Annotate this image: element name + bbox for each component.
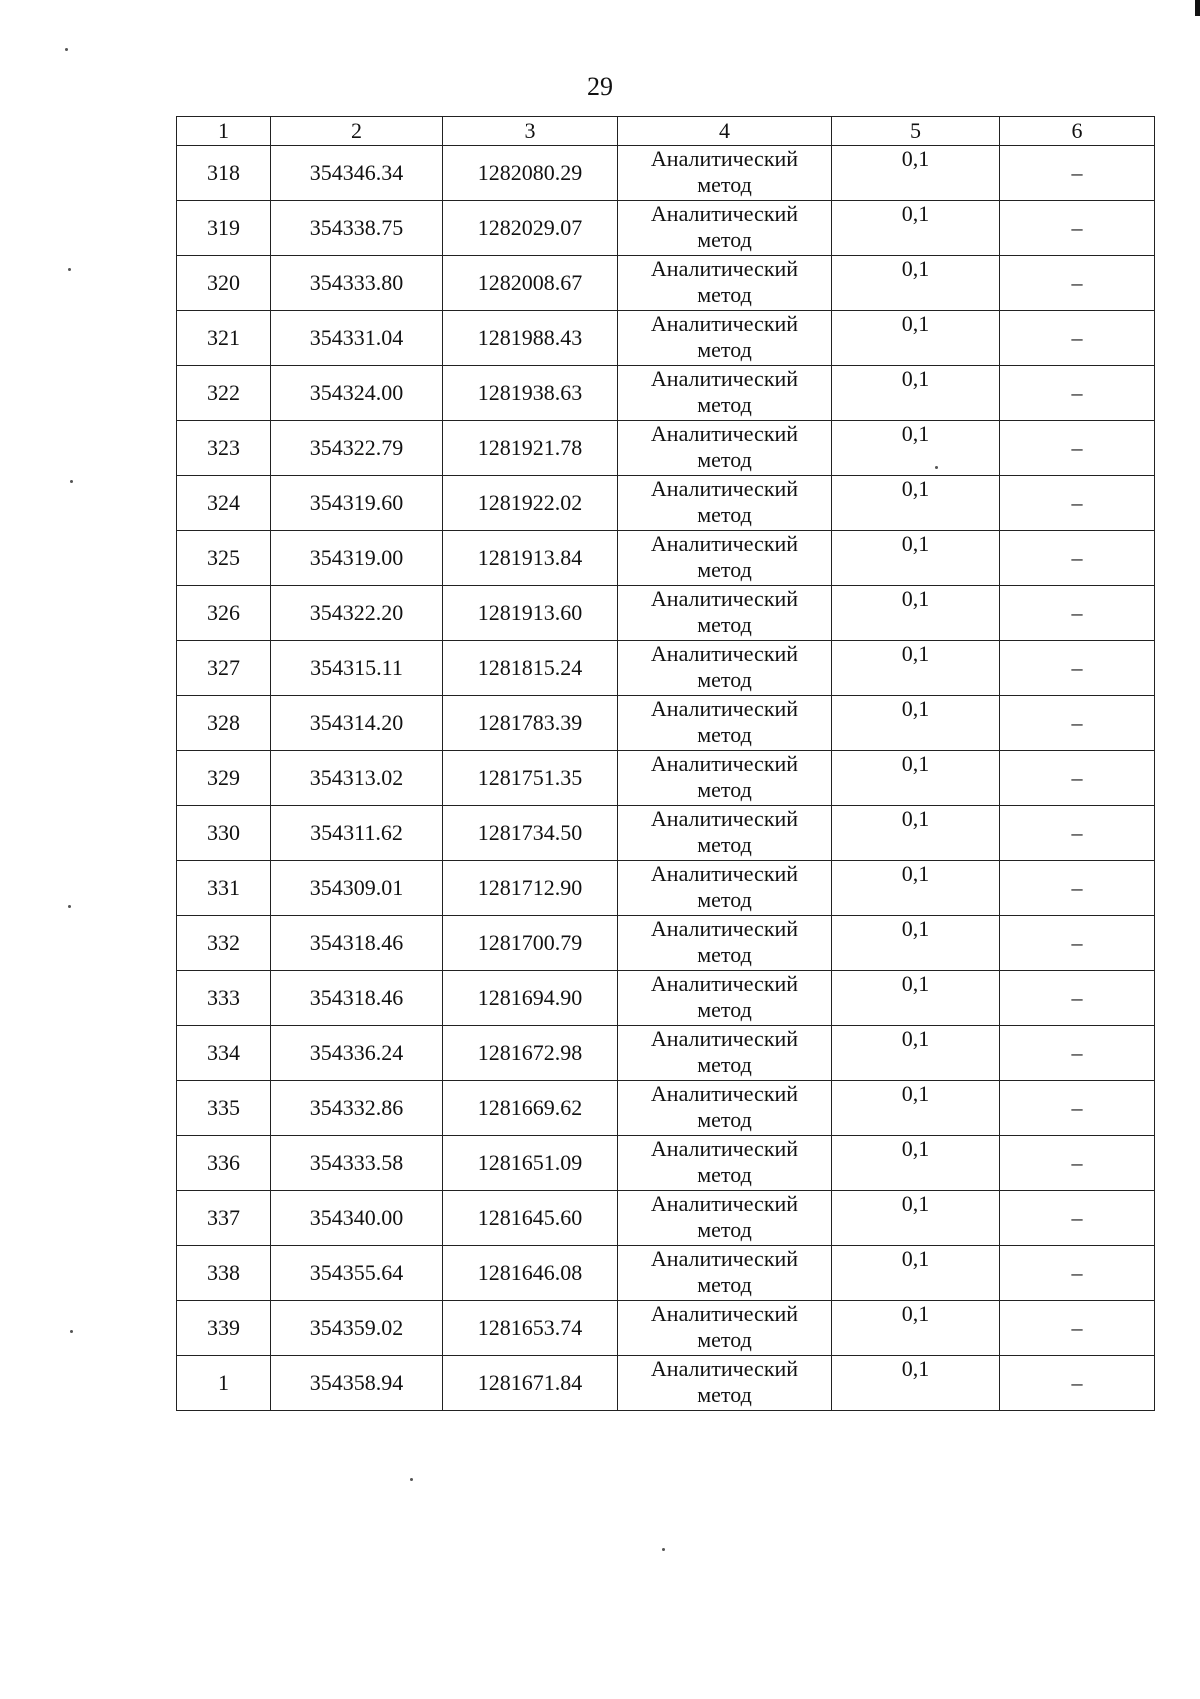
method-line-2: метод <box>697 1382 752 1407</box>
table-header <box>177 117 1155 146</box>
note-cell: – <box>1000 476 1155 531</box>
note-cell: – <box>1000 916 1155 971</box>
x-coordinate-cell: 354318.46 <box>271 916 443 971</box>
x-coordinate-cell: 354355.64 <box>271 1246 443 1301</box>
method-cell <box>618 1301 832 1356</box>
method-line-2: метод <box>697 392 752 417</box>
method-cell <box>618 201 832 256</box>
method-line-1: Аналитический <box>650 1246 799 1271</box>
method-line-1: Аналитический <box>650 861 799 886</box>
accuracy-cell: 0,1 <box>832 1356 1000 1411</box>
page-number: 29 <box>587 72 613 101</box>
note-cell: – <box>1000 1246 1155 1301</box>
y-coordinate-cell: 1281783.39 <box>443 696 618 751</box>
note-cell: – <box>1000 696 1155 751</box>
table-row <box>177 1136 1155 1191</box>
table-row <box>177 1246 1155 1301</box>
point-number-cell: 321 <box>177 311 271 366</box>
y-coordinate-cell: 1281653.74 <box>443 1301 618 1356</box>
y-coordinate-cell: 1281922.02 <box>443 476 618 531</box>
column-header-1: 1 <box>177 117 271 146</box>
method-line-1: Аналитический <box>650 641 799 666</box>
x-coordinate-cell: 354332.86 <box>271 1081 443 1136</box>
point-number-cell: 1 <box>177 1356 271 1411</box>
method-line-2: метод <box>697 227 752 252</box>
method-cell <box>618 971 832 1026</box>
method-line-1: Аналитический <box>650 311 799 336</box>
y-coordinate-cell: 1281700.79 <box>443 916 618 971</box>
table-row <box>177 366 1155 421</box>
note-cell: – <box>1000 641 1155 696</box>
x-coordinate-cell: 354331.04 <box>271 311 443 366</box>
table-row <box>177 531 1155 586</box>
x-coordinate-cell: 354322.20 <box>271 586 443 641</box>
table-row <box>177 421 1155 476</box>
column-header-2: 2 <box>271 117 443 146</box>
method-cell <box>618 751 832 806</box>
method-cell <box>618 1026 832 1081</box>
table-row <box>177 1191 1155 1246</box>
point-number-cell: 319 <box>177 201 271 256</box>
accuracy-cell: 0,1 <box>832 1191 1000 1246</box>
table-body <box>177 146 1155 1411</box>
method-line-2: метод <box>697 1162 752 1187</box>
x-coordinate-cell: 354358.94 <box>271 1356 443 1411</box>
note-cell: – <box>1000 256 1155 311</box>
table-row <box>177 476 1155 531</box>
table-row <box>177 861 1155 916</box>
point-number-cell: 325 <box>177 531 271 586</box>
table-row <box>177 971 1155 1026</box>
note-cell: – <box>1000 311 1155 366</box>
y-coordinate-cell: 1282008.67 <box>443 256 618 311</box>
table-row <box>177 916 1155 971</box>
method-line-2: метод <box>697 502 752 527</box>
point-number-cell: 334 <box>177 1026 271 1081</box>
y-coordinate-cell: 1281938.63 <box>443 366 618 421</box>
scan-speck <box>935 466 938 469</box>
point-number-cell: 335 <box>177 1081 271 1136</box>
point-number-cell: 330 <box>177 806 271 861</box>
x-coordinate-cell: 354340.00 <box>271 1191 443 1246</box>
y-coordinate-cell: 1281751.35 <box>443 751 618 806</box>
y-coordinate-cell: 1282080.29 <box>443 146 618 201</box>
y-coordinate-cell: 1281669.62 <box>443 1081 618 1136</box>
table-row <box>177 1301 1155 1356</box>
table-row <box>177 311 1155 366</box>
point-number-cell: 336 <box>177 1136 271 1191</box>
y-coordinate-cell: 1281734.50 <box>443 806 618 861</box>
point-number-cell: 318 <box>177 146 271 201</box>
accuracy-cell: 0,1 <box>832 421 1000 476</box>
x-coordinate-cell: 354338.75 <box>271 201 443 256</box>
method-line-1: Аналитический <box>650 751 799 776</box>
method-cell <box>618 641 832 696</box>
note-cell: – <box>1000 1301 1155 1356</box>
method-line-2: метод <box>697 1107 752 1132</box>
x-coordinate-cell: 354318.46 <box>271 971 443 1026</box>
point-number-cell: 338 <box>177 1246 271 1301</box>
method-line-2: метод <box>697 1217 752 1242</box>
accuracy-cell: 0,1 <box>832 531 1000 586</box>
point-number-cell: 326 <box>177 586 271 641</box>
accuracy-cell: 0,1 <box>832 1301 1000 1356</box>
method-cell <box>618 696 832 751</box>
method-line-1: Аналитический <box>650 1191 799 1216</box>
method-line-1: Аналитический <box>650 421 799 446</box>
note-cell: – <box>1000 806 1155 861</box>
point-number-cell: 332 <box>177 916 271 971</box>
method-line-2: метод <box>697 337 752 362</box>
point-number-cell: 328 <box>177 696 271 751</box>
method-line-1: Аналитический <box>650 1026 799 1051</box>
note-cell: – <box>1000 1356 1155 1411</box>
scan-speck <box>410 1478 413 1481</box>
y-coordinate-cell: 1281712.90 <box>443 861 618 916</box>
method-line-1: Аналитический <box>650 531 799 556</box>
accuracy-cell: 0,1 <box>832 971 1000 1026</box>
method-line-1: Аналитический <box>650 201 799 226</box>
x-coordinate-cell: 354313.02 <box>271 751 443 806</box>
y-coordinate-cell: 1281672.98 <box>443 1026 618 1081</box>
accuracy-cell: 0,1 <box>832 806 1000 861</box>
method-line-2: метод <box>697 612 752 637</box>
note-cell: – <box>1000 421 1155 476</box>
method-cell <box>618 421 832 476</box>
x-coordinate-cell: 354346.34 <box>271 146 443 201</box>
method-cell <box>618 1356 832 1411</box>
y-coordinate-cell: 1282029.07 <box>443 201 618 256</box>
note-cell: – <box>1000 586 1155 641</box>
table-row <box>177 696 1155 751</box>
x-coordinate-cell: 354336.24 <box>271 1026 443 1081</box>
point-number-cell: 333 <box>177 971 271 1026</box>
y-coordinate-cell: 1281815.24 <box>443 641 618 696</box>
scan-speck <box>65 48 68 51</box>
table-row <box>177 1081 1155 1136</box>
note-cell: – <box>1000 1136 1155 1191</box>
header-row <box>177 117 1155 146</box>
accuracy-cell: 0,1 <box>832 201 1000 256</box>
x-coordinate-cell: 354319.00 <box>271 531 443 586</box>
note-cell: – <box>1000 201 1155 256</box>
method-line-2: метод <box>697 1327 752 1352</box>
point-number-cell: 339 <box>177 1301 271 1356</box>
method-line-2: метод <box>697 777 752 802</box>
table-row <box>177 1026 1155 1081</box>
x-coordinate-cell: 354309.01 <box>271 861 443 916</box>
method-cell <box>618 806 832 861</box>
method-line-2: метод <box>697 667 752 692</box>
y-coordinate-cell: 1281646.08 <box>443 1246 618 1301</box>
x-coordinate-cell: 354322.79 <box>271 421 443 476</box>
scan-edge-mark <box>1195 0 1200 16</box>
note-cell: – <box>1000 366 1155 421</box>
accuracy-cell: 0,1 <box>832 1081 1000 1136</box>
accuracy-cell: 0,1 <box>832 696 1000 751</box>
method-line-2: метод <box>697 1272 752 1297</box>
accuracy-cell: 0,1 <box>832 1136 1000 1191</box>
scan-speck <box>70 480 73 483</box>
point-number-cell: 337 <box>177 1191 271 1246</box>
note-cell: – <box>1000 1191 1155 1246</box>
method-cell <box>618 531 832 586</box>
note-cell: – <box>1000 1026 1155 1081</box>
y-coordinate-cell: 1281913.60 <box>443 586 618 641</box>
point-number-cell: 324 <box>177 476 271 531</box>
x-coordinate-cell: 354314.20 <box>271 696 443 751</box>
accuracy-cell: 0,1 <box>832 1026 1000 1081</box>
method-cell <box>618 1136 832 1191</box>
method-line-1: Аналитический <box>650 476 799 501</box>
method-line-1: Аналитический <box>650 971 799 996</box>
column-header-4: 4 <box>618 117 832 146</box>
x-coordinate-cell: 354319.60 <box>271 476 443 531</box>
method-line-1: Аналитический <box>650 1136 799 1161</box>
point-number-cell: 323 <box>177 421 271 476</box>
note-cell: – <box>1000 1081 1155 1136</box>
method-line-2: метод <box>697 942 752 967</box>
point-number-cell: 320 <box>177 256 271 311</box>
scan-speck <box>70 1330 73 1333</box>
point-number-cell: 327 <box>177 641 271 696</box>
x-coordinate-cell: 354333.58 <box>271 1136 443 1191</box>
y-coordinate-cell: 1281921.78 <box>443 421 618 476</box>
x-coordinate-cell: 354311.62 <box>271 806 443 861</box>
method-line-1: Аналитический <box>650 366 799 391</box>
table-row <box>177 201 1155 256</box>
coordinates-table <box>176 116 1155 1411</box>
method-cell <box>618 1191 832 1246</box>
accuracy-cell: 0,1 <box>832 311 1000 366</box>
table-row <box>177 146 1155 201</box>
x-coordinate-cell: 354359.02 <box>271 1301 443 1356</box>
y-coordinate-cell: 1281988.43 <box>443 311 618 366</box>
accuracy-cell: 0,1 <box>832 366 1000 421</box>
method-line-2: метод <box>697 887 752 912</box>
x-coordinate-cell: 354324.00 <box>271 366 443 421</box>
method-line-2: метод <box>697 557 752 582</box>
method-line-2: метод <box>697 447 752 472</box>
method-cell <box>618 586 832 641</box>
accuracy-cell: 0,1 <box>832 1246 1000 1301</box>
y-coordinate-cell: 1281671.84 <box>443 1356 618 1411</box>
method-cell <box>618 916 832 971</box>
method-line-2: метод <box>697 282 752 307</box>
x-coordinate-cell: 354333.80 <box>271 256 443 311</box>
scan-speck <box>68 905 71 908</box>
method-cell <box>618 1081 832 1136</box>
method-line-1: Аналитический <box>650 696 799 721</box>
method-line-1: Аналитический <box>650 586 799 611</box>
method-line-1: Аналитический <box>650 916 799 941</box>
note-cell: – <box>1000 146 1155 201</box>
method-line-2: метод <box>697 722 752 747</box>
method-line-2: метод <box>697 1052 752 1077</box>
column-header-5: 5 <box>832 117 1000 146</box>
method-line-1: Аналитический <box>650 806 799 831</box>
accuracy-cell: 0,1 <box>832 751 1000 806</box>
column-header-3: 3 <box>443 117 618 146</box>
method-line-2: метод <box>697 832 752 857</box>
method-cell <box>618 366 832 421</box>
table-row <box>177 806 1155 861</box>
point-number-cell: 329 <box>177 751 271 806</box>
accuracy-cell: 0,1 <box>832 916 1000 971</box>
method-cell <box>618 311 832 366</box>
scan-speck <box>662 1548 665 1551</box>
method-line-2: метод <box>697 172 752 197</box>
table-row <box>177 1356 1155 1411</box>
method-line-1: Аналитический <box>650 146 799 171</box>
column-header-6: 6 <box>1000 117 1155 146</box>
method-line-1: Аналитический <box>650 256 799 281</box>
table-row <box>177 586 1155 641</box>
note-cell: – <box>1000 531 1155 586</box>
table-row <box>177 256 1155 311</box>
y-coordinate-cell: 1281651.09 <box>443 1136 618 1191</box>
point-number-cell: 331 <box>177 861 271 916</box>
y-coordinate-cell: 1281913.84 <box>443 531 618 586</box>
note-cell: – <box>1000 861 1155 916</box>
method-line-2: метод <box>697 997 752 1022</box>
y-coordinate-cell: 1281645.60 <box>443 1191 618 1246</box>
method-cell <box>618 256 832 311</box>
accuracy-cell: 0,1 <box>832 861 1000 916</box>
note-cell: – <box>1000 971 1155 1026</box>
accuracy-cell: 0,1 <box>832 586 1000 641</box>
accuracy-cell: 0,1 <box>832 641 1000 696</box>
x-coordinate-cell: 354315.11 <box>271 641 443 696</box>
accuracy-cell: 0,1 <box>832 146 1000 201</box>
method-cell <box>618 146 832 201</box>
method-line-1: Аналитический <box>650 1081 799 1106</box>
accuracy-cell: 0,1 <box>832 476 1000 531</box>
scan-speck <box>68 268 71 271</box>
method-cell <box>618 861 832 916</box>
method-line-1: Аналитический <box>650 1356 799 1381</box>
method-line-1: Аналитический <box>650 1301 799 1326</box>
point-number-cell: 322 <box>177 366 271 421</box>
table-row <box>177 751 1155 806</box>
y-coordinate-cell: 1281694.90 <box>443 971 618 1026</box>
method-cell <box>618 476 832 531</box>
note-cell: – <box>1000 751 1155 806</box>
table-row <box>177 641 1155 696</box>
accuracy-cell: 0,1 <box>832 256 1000 311</box>
method-cell <box>618 1246 832 1301</box>
